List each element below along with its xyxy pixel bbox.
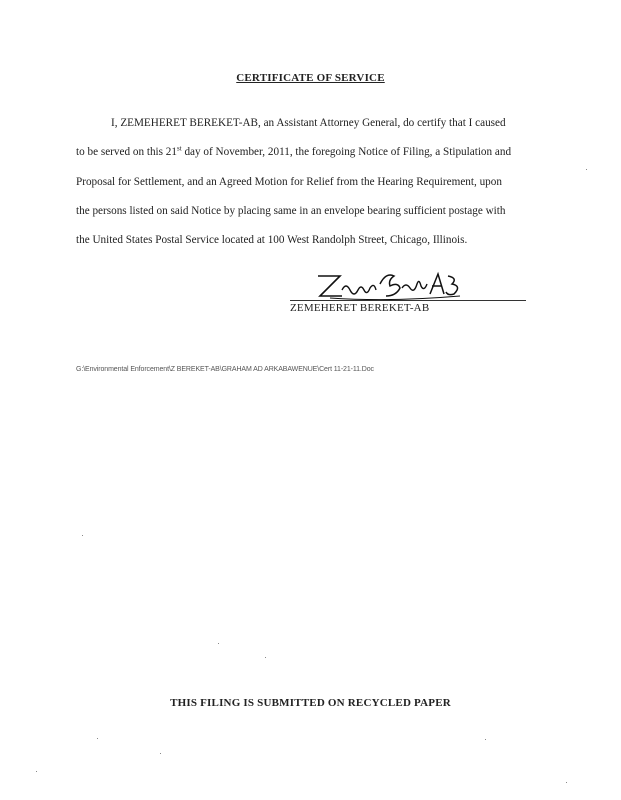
certificate-title: CERTIFICATE OF SERVICE: [236, 72, 385, 84]
signature-line: [290, 300, 526, 301]
recycled-paper-notice: THIS FILING IS SUBMITTED ON RECYCLED PAPER: [170, 697, 451, 709]
body-line-1: I, ZEMEHERET BEREKET-AB, an Assistant Attorney General, do certify that I caused: [111, 117, 506, 129]
scan-speck: [566, 782, 567, 783]
scan-speck: [485, 739, 486, 740]
scan-speck: [586, 169, 587, 170]
scan-speck: [218, 643, 219, 644]
body-line-3: Proposal for Settlement, and an Agreed Motion for Relief from the Hearing Requirement, upon: [76, 176, 502, 188]
signature-block: [290, 270, 530, 320]
handwritten-signature: [310, 270, 470, 302]
body-line-2-start: to be served on this 21: [76, 146, 177, 158]
file-path: G:\Environmental Enforcement\Z BEREKET-AB\GRAHAM AD ARKABAWENUE\Cert 11-21-11.Doc: [76, 366, 374, 373]
scan-speck: [97, 738, 98, 739]
scan-speck: [82, 535, 83, 536]
body-line-2-end: day of November, 2011, the foregoing Notice of Filing, a Stipulation and: [181, 146, 512, 158]
scan-speck: [160, 753, 161, 754]
body-line-4: the persons listed on said Notice by placing same in an envelope bearing sufficient postage with: [76, 205, 506, 217]
body-line-2: [76, 144, 512, 158]
signer-printed-name: ZEMEHERET BEREKET-AB: [290, 302, 430, 314]
scan-speck: [265, 657, 266, 658]
scan-speck: [36, 771, 37, 772]
body-line-5: the United States Postal Service located at 100 West Randolph Street, Chicago, Illinois.: [76, 234, 468, 246]
ordinal-suffix: st: [176, 144, 182, 153]
